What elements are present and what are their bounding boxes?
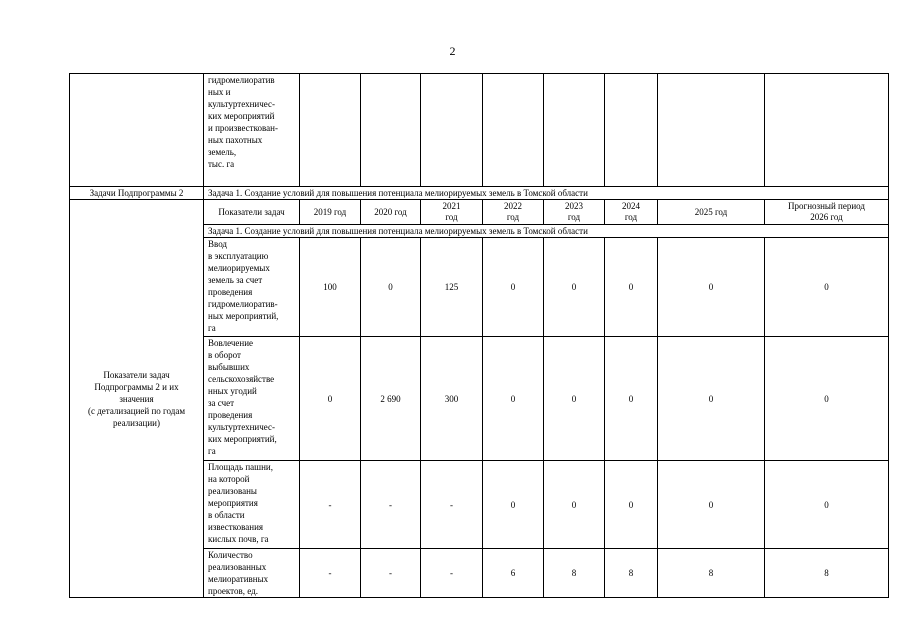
value-cell [544,74,605,187]
value-cell: - [300,549,361,598]
header-row [70,200,889,225]
value-cell: 0 [544,238,605,337]
indicator-cell: Площадь пашни, на которой реализованы мероприятия в области известкования кислых почв, га [204,461,300,549]
value-cell [421,74,483,187]
column-header-year: 2020 год [361,200,421,225]
value-cell [605,74,658,187]
indicator-cell: Вовлечение в оборот выбывших сельскохозяйстве нных угодий за счет проведения культуртехничес- ких мероприятий, га [204,337,300,461]
value-cell: 125 [421,238,483,337]
value-cell: 0 [361,238,421,337]
value-cell: 0 [605,238,658,337]
value-cell: 8 [544,549,605,598]
value-cell: 0 [658,238,765,337]
value-cell: - [421,549,483,598]
indicator-cell: Ввод в эксплуатацию мелиорируемых земель за счет проведения гидромелиоратив- ных мероприятий, га [204,238,300,337]
column-header-year: 2025 год [658,200,765,225]
value-cell: 8 [605,549,658,598]
value-cell: 0 [483,337,544,461]
value-cell: 100 [300,238,361,337]
value-cell: - [421,461,483,549]
column-header-year: Прогнозный период 2026 год [765,200,889,225]
page-number: 2 [449,44,456,58]
column-header-year: 2019 год [300,200,361,225]
indicators-section-label: Показатели задач Подпрограммы 2 и их значения (с детализацией по годам реализации) [70,200,204,598]
column-header-indicator: Показатели задач [204,200,300,225]
value-cell: 0 [605,337,658,461]
value-cell: 0 [765,238,889,337]
tasks-section-label: Задачи Подпрограммы 2 [70,187,204,200]
value-cell: 0 [765,461,889,549]
value-cell: 2 690 [361,337,421,461]
value-cell [300,74,361,187]
value-cell: 300 [421,337,483,461]
value-cell: 0 [658,337,765,461]
task-text: Задача 1. Создание условий для повышения потенциала мелиорируемых земель в Томской области [204,187,889,200]
value-cell: 0 [300,337,361,461]
value-cell: - [361,461,421,549]
continuation-row [70,74,889,187]
value-cell: 0 [765,337,889,461]
column-header-year: 2021 год [421,200,483,225]
value-cell: 0 [544,337,605,461]
value-cell: 6 [483,549,544,598]
value-cell: 8 [658,549,765,598]
column-header-year: 2024 год [605,200,658,225]
indicator-cell: Количество реализованных мелиоративных проектов, ед. [204,549,300,598]
subprogram-table [69,73,889,598]
indicator-cell: гидромелиоратив ных и культуртехничес- ких мероприятий и произвесткован- ных пахотных земель, тыс. га [204,74,300,187]
value-cell: - [300,461,361,549]
value-cell [483,74,544,187]
value-cell: 0 [544,461,605,549]
value-cell: - [361,549,421,598]
value-cell: 0 [658,461,765,549]
empty-section-cell [70,74,204,187]
value-cell: 8 [765,549,889,598]
value-cell: 0 [483,238,544,337]
value-cell [658,74,765,187]
value-cell [361,74,421,187]
value-cell: 0 [483,461,544,549]
column-header-year: 2023 год [544,200,605,225]
value-cell [765,74,889,187]
tasks-row [70,187,889,200]
task-text: Задача 1. Создание условий для повышения потенциала мелиорируемых земель в Томской области [204,225,889,238]
column-header-year: 2022 год [483,200,544,225]
value-cell: 0 [605,461,658,549]
